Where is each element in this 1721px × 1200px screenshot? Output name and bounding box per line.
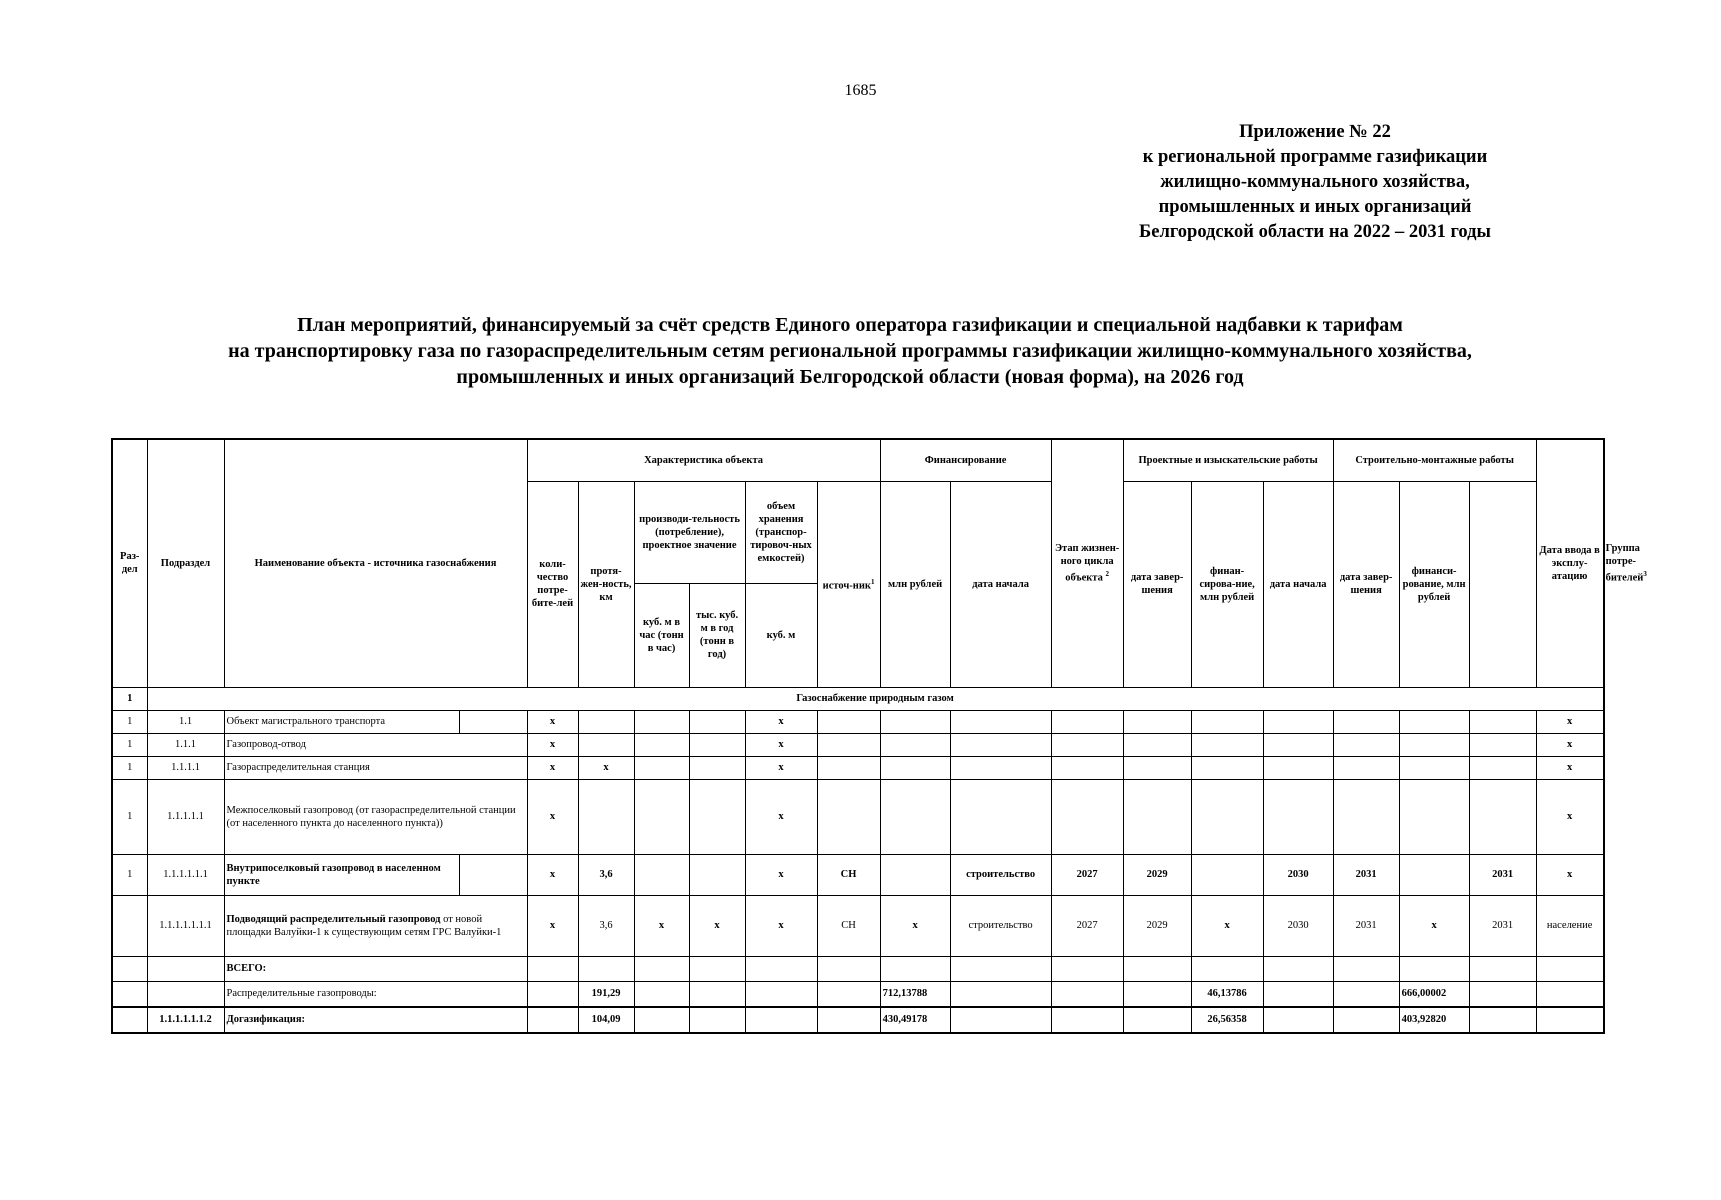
header-design-financing: финан-сирова-ние, млн рублей bbox=[1191, 481, 1263, 687]
cell-storage: x bbox=[745, 733, 817, 756]
cell-storage: x bbox=[745, 779, 817, 854]
cell-per-hour: x bbox=[634, 895, 689, 956]
header-lifecycle bbox=[1051, 439, 1123, 687]
header-consumer-group bbox=[1603, 439, 1647, 687]
cell-constr-end: 2031 bbox=[1333, 854, 1399, 895]
header-razdel: Раз-дел bbox=[112, 439, 147, 687]
header-name: Наименование объекта - источника газоснабжения bbox=[224, 439, 527, 687]
appendix-line: Приложение № 22 bbox=[1239, 122, 1391, 142]
header-constr-end: дата завер-шения bbox=[1333, 481, 1399, 687]
cell-consumers: x bbox=[527, 756, 578, 779]
table-row bbox=[112, 895, 1604, 956]
cell-consumers: x bbox=[527, 779, 578, 854]
footnote-mark: 3 bbox=[1643, 570, 1647, 578]
cell-total-constr-fin: 403,92820 bbox=[1399, 1007, 1469, 1033]
header-podrazdel: Подраздел bbox=[147, 439, 224, 687]
cell-razdel: 1 bbox=[112, 779, 147, 854]
cell-razdel: 1 bbox=[112, 733, 147, 756]
header-design-start: дата начала bbox=[950, 481, 1051, 687]
cell-constr-fin: x bbox=[1399, 895, 1469, 956]
plan-table bbox=[111, 438, 1647, 1034]
cell-name: Газопровод-отвод bbox=[224, 733, 527, 756]
cell-commission: 2031 bbox=[1469, 895, 1536, 956]
appendix-line: Белгородской области на 2022 – 2031 годы bbox=[1139, 222, 1491, 242]
document-title bbox=[140, 312, 1560, 390]
cell-length: x bbox=[578, 756, 634, 779]
title-line: промышленных и иных организаций Белгородской области (новая форма), на 2026 год bbox=[456, 366, 1244, 388]
header-characteristics: Характеристика объекта bbox=[527, 439, 880, 481]
cell-name-bold: Подводящий распределительный газопровод bbox=[226, 913, 441, 925]
cell-total-constr-fin: 666,00002 bbox=[1399, 981, 1469, 1007]
page-number: 1685 bbox=[844, 82, 877, 99]
cell-podrazdel: 1.1.1.1 bbox=[147, 756, 224, 779]
header-productivity: производи-тельность (потребление), проектное значение bbox=[634, 481, 745, 583]
cell-podrazdel: 1.1.1 bbox=[147, 733, 224, 756]
header-source bbox=[817, 481, 880, 687]
table-row bbox=[112, 779, 1604, 854]
header-storage: объем хранения (транспор-тировоч-ных емкостей) bbox=[745, 481, 817, 583]
header-consumer-group-text: Группа потре-бителей bbox=[1605, 543, 1644, 584]
cell-design-start: 2027 bbox=[1051, 895, 1123, 956]
cell-constr-start: 2030 bbox=[1263, 854, 1333, 895]
header-per-year: тыс. куб. м в год (тонн в год) bbox=[689, 583, 745, 687]
table-row-total-distribution bbox=[112, 981, 1604, 1007]
header-design-end: дата завер-шения bbox=[1123, 481, 1191, 687]
cell-lifecycle: строительство bbox=[950, 854, 1051, 895]
cell-group: x bbox=[1536, 854, 1603, 895]
cell-podrazdel: 1.1 bbox=[147, 710, 224, 733]
cell-name bbox=[224, 895, 527, 956]
cell-length: 3,6 bbox=[578, 854, 634, 895]
section-row bbox=[112, 687, 1604, 710]
table-row bbox=[112, 854, 1604, 895]
header-length: протя-жен-ность, км bbox=[578, 481, 634, 687]
header-constr-financing: финанси-рование, млн рублей bbox=[1399, 481, 1469, 687]
cell-podrazdel: 1.1.1.1.1.1.2 bbox=[147, 1007, 224, 1033]
appendix-header bbox=[1055, 120, 1575, 245]
cell-total-length: 191,29 bbox=[578, 981, 634, 1007]
cell-source: СН bbox=[817, 895, 880, 956]
cell-commission: 2031 bbox=[1469, 854, 1536, 895]
cell-total-name: Распределительные газопроводы: bbox=[224, 981, 527, 1007]
cell-mln: x bbox=[880, 895, 950, 956]
table-row bbox=[112, 756, 1604, 779]
section-title: Газоснабжение природным газом bbox=[147, 687, 1603, 710]
footnote-mark: 2 bbox=[1105, 570, 1109, 578]
title-line: План мероприятий, финансируемый за счёт средств Единого оператора газификации и специальной надбавки к тарифам bbox=[297, 314, 1403, 336]
cell-design-start: 2027 bbox=[1051, 854, 1123, 895]
cell-group: x bbox=[1536, 733, 1603, 756]
cell-length: 3,6 bbox=[578, 895, 634, 956]
footnote-mark: 1 bbox=[870, 577, 875, 586]
cell-group: население bbox=[1536, 895, 1603, 956]
header-constr-start: дата начала bbox=[1263, 481, 1333, 687]
cell-consumers: x bbox=[527, 710, 578, 733]
cell-consumers: x bbox=[527, 854, 578, 895]
header-construction: Строительно-монтажные работы bbox=[1333, 439, 1536, 481]
cell-storage: x bbox=[745, 756, 817, 779]
cell-constr-start: 2030 bbox=[1263, 895, 1333, 956]
cell-razdel bbox=[112, 895, 147, 956]
table-row-total-additional bbox=[112, 1007, 1604, 1033]
cell-total-name: Догазификация: bbox=[224, 1007, 527, 1033]
cell-total-design-fin: 26,56358 bbox=[1191, 1007, 1263, 1033]
header-lifecycle-text: Этап жизнен-ного цикла объекта bbox=[1054, 543, 1120, 584]
header-mln-rub: млн рублей bbox=[880, 481, 950, 687]
cell-total-mln: 712,13788 bbox=[880, 981, 950, 1007]
cell-name: Газораспределительная станция bbox=[224, 756, 527, 779]
cell-constr-end: 2031 bbox=[1333, 895, 1399, 956]
cell-razdel: 1 bbox=[112, 687, 147, 710]
cell-source: СН bbox=[817, 854, 880, 895]
cell-group: x bbox=[1536, 779, 1603, 854]
cell-name: Внутрипоселковый газопровод в населенном пункте bbox=[224, 854, 459, 895]
cell-design-end: 2029 bbox=[1123, 895, 1191, 956]
cell-razdel: 1 bbox=[112, 854, 147, 895]
header-design: Проектные и изыскательские работы bbox=[1123, 439, 1333, 481]
cell-consumers: x bbox=[527, 733, 578, 756]
cell-design-end: 2029 bbox=[1123, 854, 1191, 895]
cell-name: Объект магистрального транспорта bbox=[224, 710, 459, 733]
cell-total-length: 104,09 bbox=[578, 1007, 634, 1033]
cell-storage: x bbox=[745, 854, 817, 895]
cell-per-year: x bbox=[689, 895, 745, 956]
table-row bbox=[112, 733, 1604, 756]
appendix-line: жилищно-коммунального хозяйства, bbox=[1160, 172, 1470, 192]
cell-name: Межпоселковый газопровод (от газораспределительной станции (от населенного пункта до населенного пункта)) bbox=[224, 779, 527, 854]
cell-podrazdel: 1.1.1.1.1 bbox=[147, 779, 224, 854]
cell-name-rest: от новой площадки Валуйки-1 к существующим сетям ГРС Валуйки-1 bbox=[226, 913, 502, 938]
appendix-line: промышленных и иных организаций bbox=[1158, 197, 1472, 217]
cell-total-label: ВСЕГО: bbox=[224, 956, 527, 981]
cell-razdel: 1 bbox=[112, 710, 147, 733]
cell-empty bbox=[459, 710, 527, 733]
header-per-hour: куб. м в час (тонн в час) bbox=[634, 583, 689, 687]
cell-total-design-fin: 46,13786 bbox=[1191, 981, 1263, 1007]
header-source-text: источ-ник bbox=[822, 580, 871, 592]
cell-lifecycle: строительство bbox=[950, 895, 1051, 956]
header-commission-date: Дата ввода в эксплу-атацию bbox=[1536, 439, 1603, 687]
header-storage-unit: куб. м bbox=[745, 583, 817, 687]
cell-storage: x bbox=[745, 895, 817, 956]
header-consumers: коли-чество потре-бите-лей bbox=[527, 481, 578, 687]
cell-consumers: x bbox=[527, 895, 578, 956]
cell-podrazdel: 1.1.1.1.1.1 bbox=[147, 854, 224, 895]
appendix-line: к региональной программе газификации bbox=[1142, 147, 1488, 167]
title-line: на транспортировку газа по газораспределительным сетям региональной программы газификации жилищно-коммунального хозяйства, bbox=[228, 340, 1472, 362]
cell-empty bbox=[459, 854, 527, 895]
cell-razdel: 1 bbox=[112, 756, 147, 779]
table-row bbox=[112, 710, 1604, 733]
cell-storage: x bbox=[745, 710, 817, 733]
cell-group: x bbox=[1536, 756, 1603, 779]
cell-podrazdel: 1.1.1.1.1.1.1 bbox=[147, 895, 224, 956]
cell-design-fin: x bbox=[1191, 895, 1263, 956]
cell-group: x bbox=[1536, 710, 1603, 733]
table-row-total-label bbox=[112, 956, 1604, 981]
header-financing: Финансирование bbox=[880, 439, 1051, 481]
cell-total-mln: 430,49178 bbox=[880, 1007, 950, 1033]
